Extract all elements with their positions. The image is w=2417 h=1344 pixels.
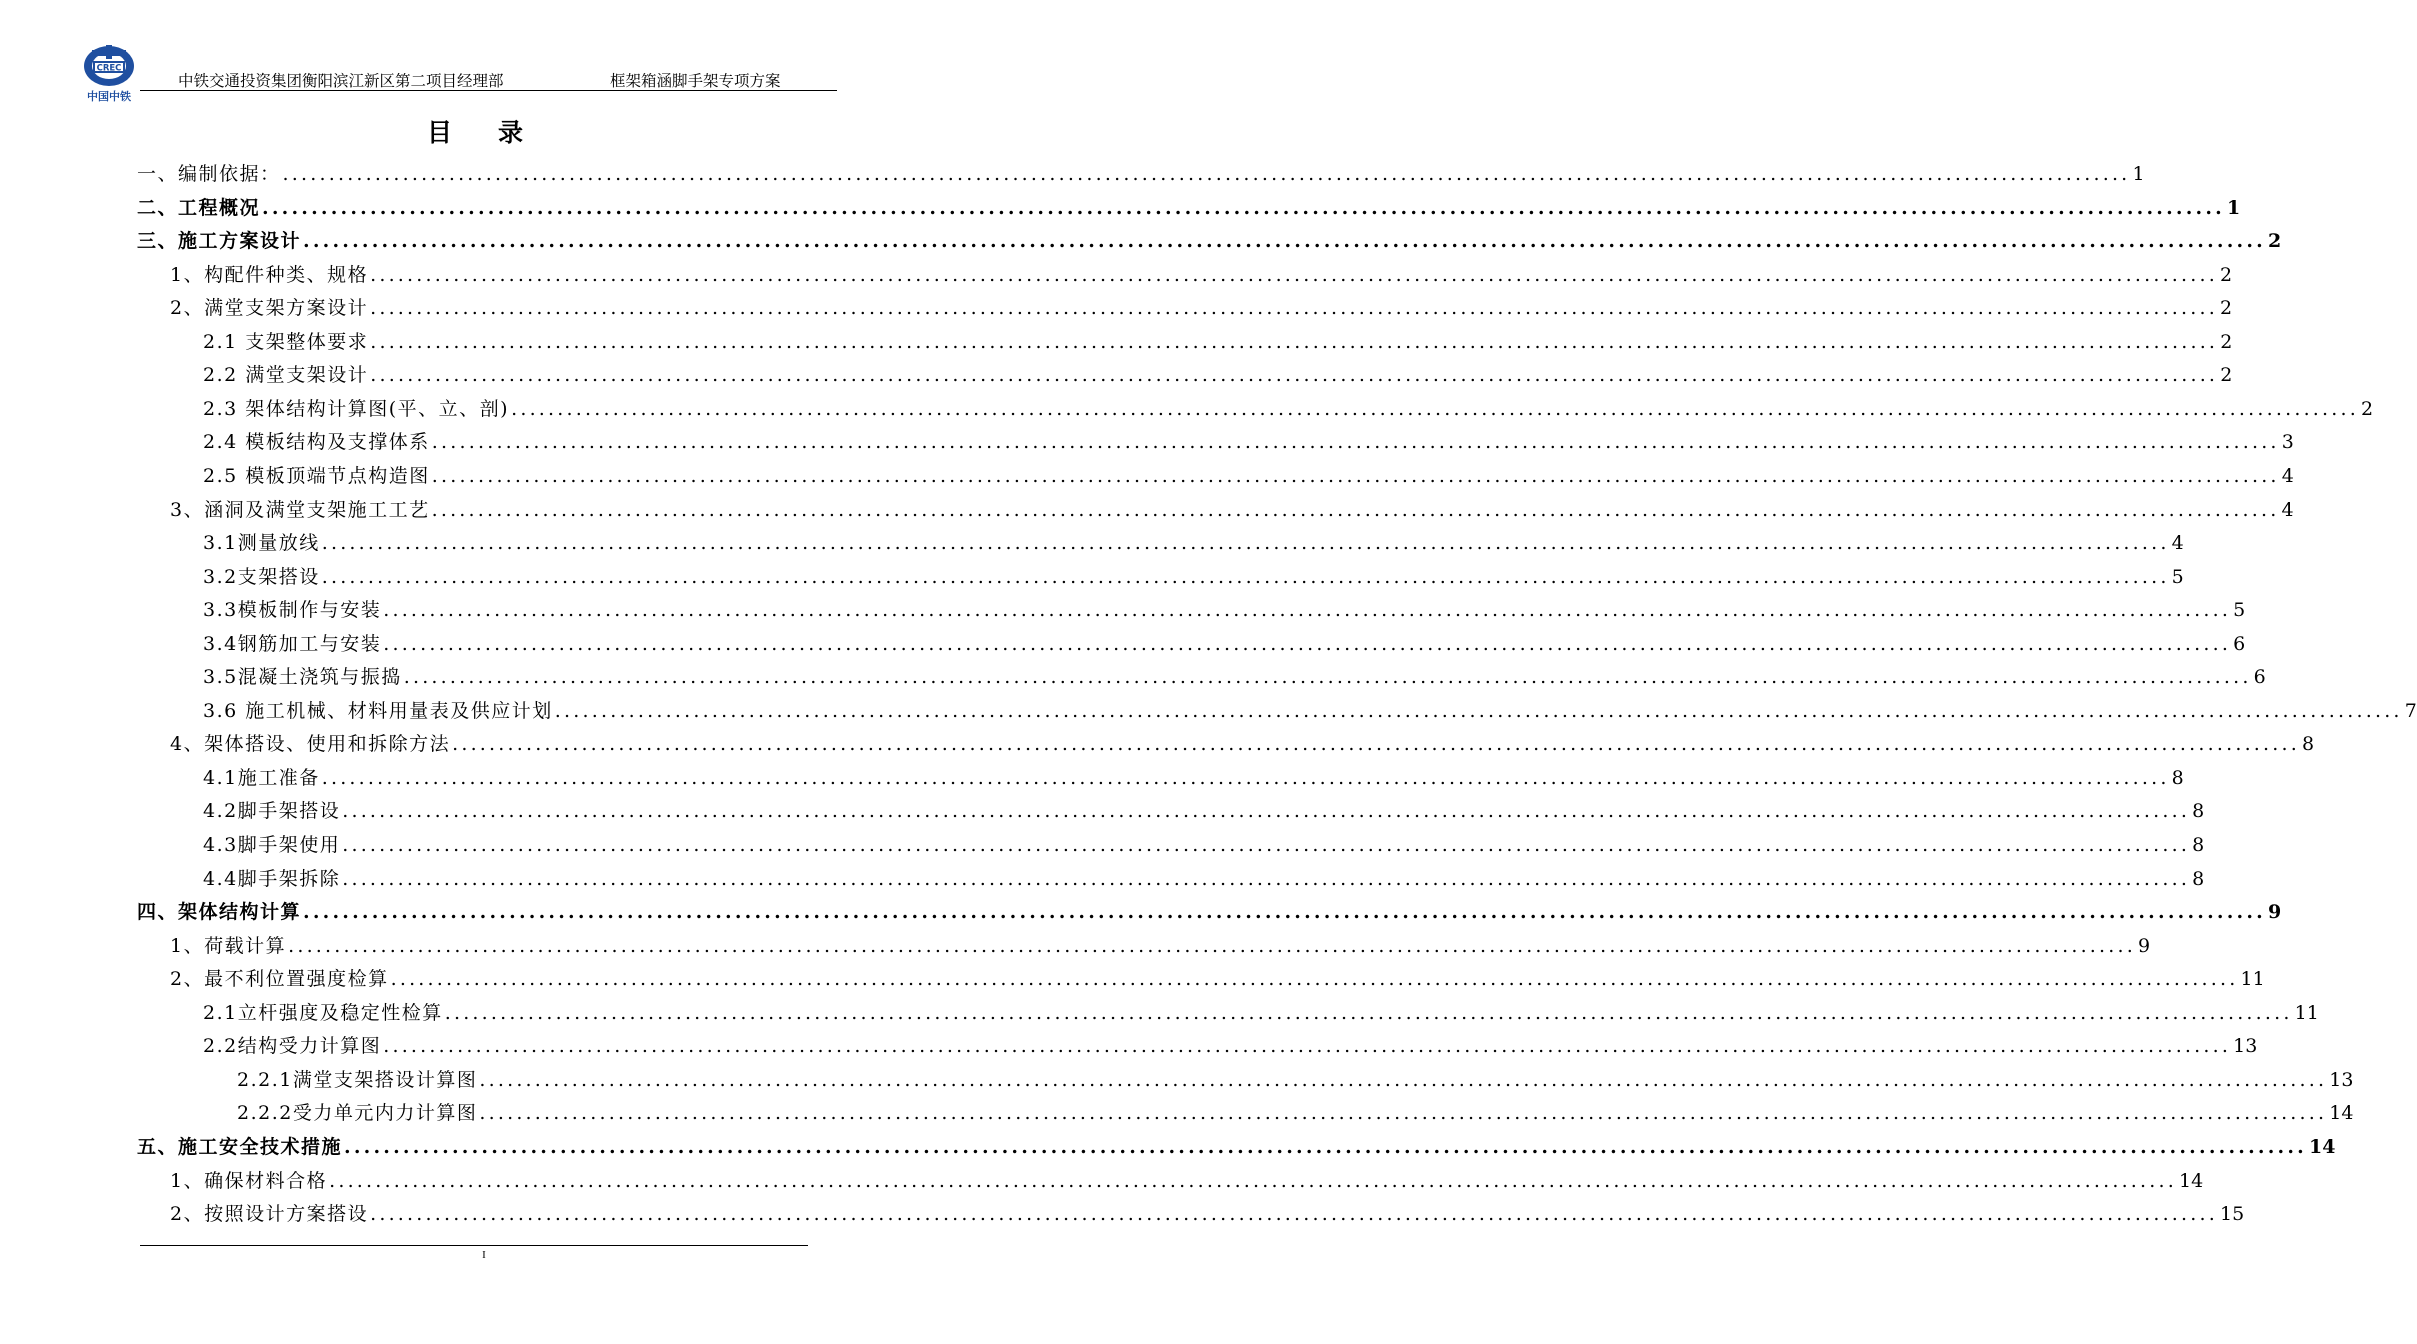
toc-dot-leader: ........................................................................................................................................................................................................: [431, 464, 2280, 487]
toc-dot-leader: ........................................................................................................................................................................................................: [444, 1001, 2293, 1024]
toc-entry-page: 2: [2220, 263, 2233, 286]
toc-entry-label: 4.2脚手架搭设: [203, 800, 341, 823]
toc-entry-label: 2.2结构受力计算图: [203, 1035, 382, 1058]
toc-entry-label: 4.3脚手架使用: [203, 834, 341, 856]
toc-dot-leader: ........................................................................................................................................................................................................: [370, 297, 2219, 320]
toc-entry[interactable]: [203, 830, 2205, 860]
toc-dot-leader: ........................................................................................................................................................................................................: [370, 364, 2219, 387]
header-organization: 中铁交通投资集团衡阳滨江新区第二项目经理部: [178, 72, 504, 90]
toc-entry-page: 4: [2281, 498, 2294, 521]
toc-dot-leader: ........................................................................................................................................................................................................: [303, 230, 2266, 253]
toc-entry-label: 2.2.1满堂支架搭设计算图: [237, 1068, 478, 1091]
toc-dot-leader: ........................................................................................................................................................................................................: [342, 867, 2191, 890]
toc-entry[interactable]: [137, 159, 2145, 189]
toc-dot-leader: ........................................................................................................................................................................................................: [403, 666, 2252, 689]
toc-entry[interactable]: [137, 1132, 2336, 1162]
toc-entry-page: 2: [2267, 230, 2282, 253]
toc-entry-label: 3.4钢筋加工与安装: [203, 632, 382, 655]
toc-entry[interactable]: [170, 729, 2315, 759]
toc-dot-leader: ........................................................................................................................................................................................................: [370, 1203, 2219, 1226]
toc-entry-page: 2: [2220, 364, 2233, 387]
toc-entry-page: 4: [2281, 464, 2294, 487]
toc-entry-label: 2、满堂支架方案设计: [170, 297, 369, 320]
toc-dot-leader: ........................................................................................................................................................................................................: [431, 498, 2280, 521]
toc-entry[interactable]: [237, 1065, 2354, 1095]
toc-entry[interactable]: [203, 461, 2294, 491]
toc-entry-label: 4、架体搭设、使用和拆除方法: [170, 733, 451, 756]
toc-entry-page: 11: [2294, 1001, 2319, 1024]
toc-entry[interactable]: [203, 1031, 2258, 1061]
toc-entry-page: 8: [2192, 800, 2205, 823]
toc-entry-label: 1、确保材料合格: [170, 1169, 328, 1192]
toc-dot-leader: ........................................................................................................................................................................................................: [370, 263, 2219, 286]
toc-dot-leader: ........................................................................................................................................................................................................: [431, 431, 2280, 454]
toc-entry[interactable]: [203, 562, 2184, 592]
toc-entry[interactable]: [137, 897, 2282, 927]
toc-entry-page: 14: [2329, 1102, 2354, 1125]
toc-entry-label: 四、架体结构计算: [137, 901, 302, 924]
toc-entry[interactable]: [170, 495, 2294, 525]
toc-dot-leader: ........................................................................................................................................................................................................: [479, 1068, 2328, 1091]
toc-dot-leader: ........................................................................................................................................................................................................: [383, 599, 2232, 622]
toc-entry-label: 2.2 满堂支架设计: [203, 364, 369, 387]
toc-entry-page: 1: [2226, 196, 2241, 219]
toc-entry[interactable]: [203, 327, 2233, 357]
toc-entry-label: 3.5混凝土浇筑与振捣: [203, 666, 402, 689]
header-rule: [140, 90, 837, 91]
toc-entry-label: 一、编制依据：: [137, 163, 281, 185]
toc-dot-leader: ........................................................................................................................................................................................................: [342, 834, 2191, 856]
toc-entry-label: 2.5 模板顶端节点构造图: [203, 464, 430, 487]
toc-entry-label: 4.1施工准备: [203, 766, 320, 789]
toc-entry-page: 5: [2233, 599, 2246, 622]
toc-entry-label: 3.1测量放线: [203, 532, 320, 555]
toc-dot-leader: ........................................................................................................................................................................................................: [288, 934, 2137, 957]
toc-entry-label: 3.3模板制作与安装: [203, 599, 382, 622]
toc-entry-label: 2.1立杆强度及稳定性检算: [203, 1001, 443, 1024]
toc-dot-leader: ........................................................................................................................................................................................................: [282, 163, 2131, 185]
toc-entry-page: 15: [2220, 1203, 2245, 1226]
toc-entry-page: 8: [2171, 766, 2184, 789]
toc-entry[interactable]: [137, 226, 2282, 256]
toc-entry-label: 4.4脚手架拆除: [203, 867, 341, 890]
toc-entry-page: 6: [2253, 666, 2266, 689]
toc-entry-page: 1: [2132, 163, 2145, 185]
toc-dot-leader: ........................................................................................................................................................................................................: [383, 632, 2232, 655]
toc-entry-page: 8: [2192, 867, 2205, 890]
toc-entry[interactable]: [203, 696, 2417, 726]
toc-dot-leader: ........................................................................................................................................................................................................: [370, 330, 2219, 353]
toc-dot-leader: ........................................................................................................................................................................................................: [554, 699, 2403, 722]
toc-entry[interactable]: [203, 629, 2246, 659]
toc-entry-page: 4: [2171, 532, 2184, 555]
toc-entry-page: 8: [2192, 834, 2205, 856]
toc-entry[interactable]: [203, 528, 2184, 558]
toc-entry[interactable]: [170, 964, 2265, 994]
toc-dot-leader: ........................................................................................................................................................................................................: [303, 901, 2266, 924]
toc-entry-label: 3、涵洞及满堂支架施工工艺: [170, 498, 430, 521]
toc-entry-page: 5: [2171, 565, 2184, 588]
toc-entry[interactable]: [203, 998, 2319, 1028]
toc-dot-leader: ........................................................................................................................................................................................................: [321, 565, 2170, 588]
toc-dot-leader: ........................................................................................................................................................................................................: [383, 1035, 2232, 1058]
toc-entry-page: 2: [2361, 397, 2374, 420]
toc-entry-label: 2.3 架体结构计算图(平、立、剖): [203, 397, 510, 420]
header-document-title: 框架箱涵脚手架专项方案: [610, 72, 781, 90]
toc-entry[interactable]: [203, 427, 2294, 457]
toc-dot-leader: ........................................................................................................................................................................................................: [321, 532, 2170, 555]
toc-entry-page: 3: [2281, 431, 2294, 454]
footer-rule: [140, 1245, 808, 1246]
toc-entry-page: 2: [2220, 330, 2233, 353]
page-title: 目录: [426, 118, 569, 147]
toc-entry-page: 11: [2240, 968, 2265, 991]
page-number: I: [482, 1249, 486, 1261]
toc-entry[interactable]: [203, 394, 2374, 424]
toc-entry-page: 7: [2404, 699, 2417, 722]
toc-entry-label: 1、荷载计算: [170, 934, 287, 957]
toc-entry[interactable]: [203, 360, 2233, 390]
toc-dot-leader: ........................................................................................................................................................................................................: [344, 1135, 2307, 1158]
toc-entry[interactable]: [237, 1098, 2354, 1128]
toc-entry-page: 14: [2308, 1135, 2336, 1158]
toc-dot-leader: ........................................................................................................................................................................................................: [262, 196, 2225, 219]
toc-entry[interactable]: [203, 763, 2184, 793]
toc-entry-label: 五、施工安全技术措施: [137, 1135, 343, 1158]
toc-entry[interactable]: [170, 1199, 2245, 1229]
toc-entry-label: 3.2支架搭设: [203, 565, 320, 588]
toc-entry-page: 13: [2233, 1035, 2258, 1058]
toc-entry-page: 14: [2179, 1169, 2204, 1192]
toc-entry-label: 2.1 支架整体要求: [203, 330, 369, 353]
toc-entry-page: 6: [2233, 632, 2246, 655]
toc-entry[interactable]: [137, 193, 2241, 223]
toc-entry-label: 2、按照设计方案搭设: [170, 1203, 369, 1226]
toc-entry[interactable]: [203, 662, 2266, 692]
toc-entry-page: 9: [2267, 901, 2282, 924]
toc-entry[interactable]: [203, 864, 2205, 894]
toc-entry-page: 9: [2138, 934, 2151, 957]
toc-dot-leader: ........................................................................................................................................................................................................: [329, 1169, 2178, 1192]
toc-entry[interactable]: [170, 1166, 2204, 1196]
toc-entry-label: 2.4 模板结构及支撑体系: [203, 431, 430, 454]
toc-entry[interactable]: [203, 595, 2246, 625]
toc-dot-leader: ........................................................................................................................................................................................................: [321, 766, 2170, 789]
toc-entry-label: 2.2.2受力单元内力计算图: [237, 1102, 478, 1125]
toc-entry[interactable]: [170, 260, 2233, 290]
toc-entry-label: 3.6 施工机械、材料用量表及供应计划: [203, 699, 553, 722]
toc-entry-label: 2、最不利位置强度检算: [170, 968, 389, 991]
toc-entry[interactable]: [170, 931, 2151, 961]
logo-text: 中国中铁: [87, 90, 131, 103]
toc-entry-page: 2: [2220, 297, 2233, 320]
toc-entry-page: 13: [2329, 1068, 2354, 1091]
toc-dot-leader: ........................................................................................................................................................................................................: [452, 733, 2301, 756]
toc-entry-label: 1、构配件种类、规格: [170, 263, 369, 286]
toc-dot-leader: ........................................................................................................................................................................................................: [511, 397, 2360, 420]
toc-entry-label: 二、工程概况: [137, 196, 261, 219]
toc-entry-page: 8: [2302, 733, 2315, 756]
svg-text:CREC: CREC: [96, 63, 122, 74]
toc-entry[interactable]: [170, 293, 2233, 323]
toc-dot-leader: ........................................................................................................................................................................................................: [390, 968, 2239, 991]
toc-dot-leader: ........................................................................................................................................................................................................: [342, 800, 2191, 823]
toc-dot-leader: ........................................................................................................................................................................................................: [479, 1102, 2328, 1125]
toc-entry[interactable]: [203, 796, 2205, 826]
toc-entry-label: 三、施工方案设计: [137, 230, 302, 253]
